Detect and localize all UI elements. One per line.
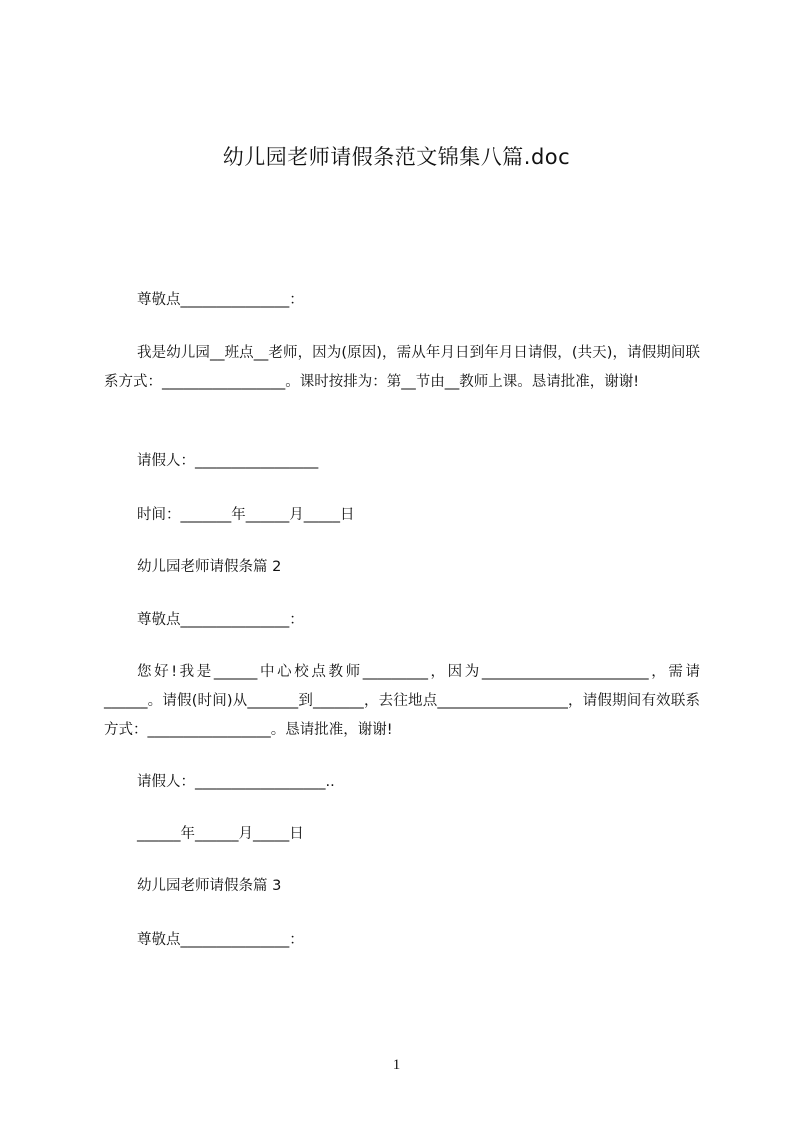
section3-heading: 幼儿园老师请假条篇 3 <box>137 878 282 894</box>
section2-heading: 幼儿园老师请假条篇 2 <box>137 559 282 575</box>
section1-salutation: 尊敬点_______________： <box>137 292 304 308</box>
section2-body <box>104 658 700 745</box>
section1-body-text: 我是幼儿园__班点__老师，因为(原因)，需从年月日到年月日请假，(共天)，请假期间联系方式：_________________。课时按排为：第__节由__教师上课。恳请批准，谢谢! <box>104 345 700 390</box>
section2-applicant: 请假人：__________________.. <box>137 774 335 790</box>
section1-body <box>104 339 700 397</box>
document-title: 幼儿园老师请假条范文锦集八篇.doc <box>222 145 571 169</box>
section2-salutation: 尊敬点_______________： <box>137 612 304 628</box>
section2-body-text: 您好!我是______中心校点教师_________，因为_______________________，需请______。请假(时间)从_______到_______，去往地点__________________，请假期间有效联系方式：_________________。恳请批准，谢谢! <box>104 664 700 738</box>
section1-date: 时间：_______年______月_____日 <box>137 507 355 523</box>
page-number: 1 <box>392 1057 401 1073</box>
section1-applicant: 请假人：_________________ <box>137 453 319 469</box>
section2-date: ______年______月_____日 <box>137 826 304 842</box>
section3-salutation: 尊敬点_______________： <box>137 932 304 948</box>
